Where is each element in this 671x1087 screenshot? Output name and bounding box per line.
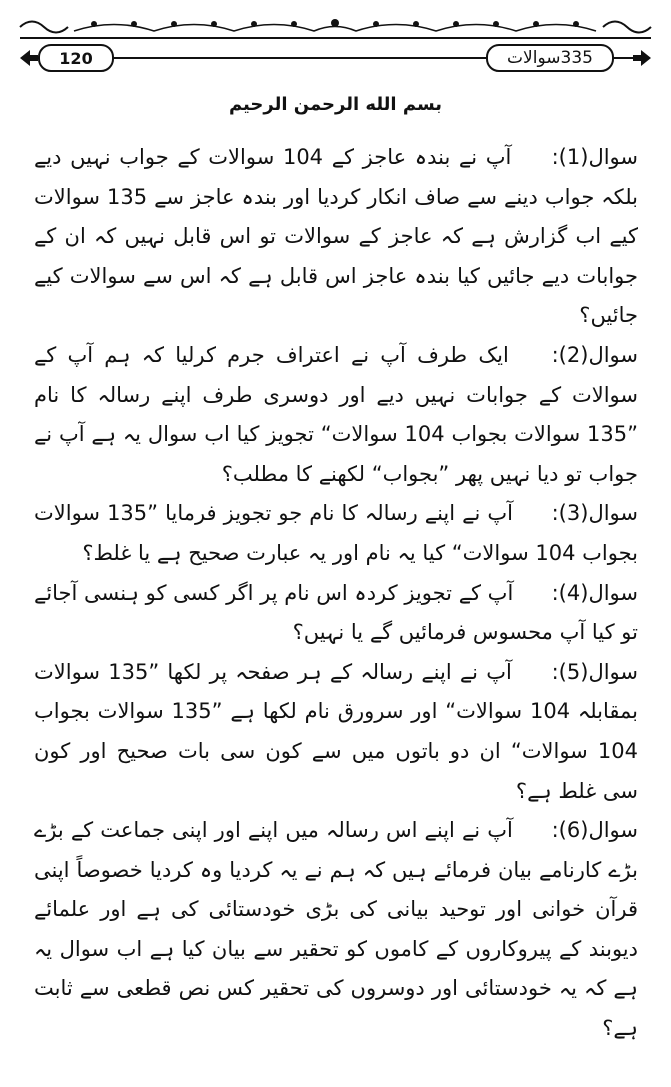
question-text: آپ نے اپنے رسالہ کا نام جو تجویز فرمایا ”135 سوالات بجواب 104 سوالات“ کیا یہ نام اور یہ عبارت صحیح ہے یا غلط؟ (34, 501, 638, 565)
page-number (38, 44, 114, 72)
book-title (486, 44, 614, 72)
question-text: آپ نے اپنے رسالہ کے ہر صفحہ پر لکھا ”135 سوالات بمقابلہ 104 سوالات“ اور سرورق نام لکھا ہے ”135 سوالات بجواب 104 سوالات“ ان دو باتوں میں سے کون سی بات صحیح اور کون سی غلط ہے؟ (34, 659, 638, 803)
question-text: آپ نے بندہ عاجز کے 104 سوالات کے جواب نہیں دیے بلکہ جواب دینے سے صاف انکار کردیا اور بندہ عاجز سے 135 سوالات کیے اب گزارش ہے کہ عاجز کے سوالات تو اس قابل نہیں کہ ان کے جوابات دیے جائیں کیا بندہ عاجز اس قابل ہے کہ اس سے سوالات کیے جائیں؟ (34, 145, 638, 328)
question-5 (34, 653, 638, 811)
question-label: سوال(3): (551, 501, 638, 526)
question-label: سوال(1): (551, 145, 638, 169)
question-text: ایک طرف آپ نے اعتراف جرم کرلیا کہ ہم آپ کے سوالات کے جوابات نہیں دیے اور دوسری طرف اپنے رسالہ کا نام ”135 سوالات بجواب 104 سوالات“ تجویز کیا اب سوال یہ ہے آپ نے جواب تو دیا نہیں پھر ”بجواب“ لکھنے کا مطلب؟ (34, 342, 638, 486)
question-3 (34, 494, 638, 573)
question-text: آپ نے اپنے اس رسالہ میں اپنے اور اپنی جماعت کے بڑے بڑے کارنامے بیان فرمائے ہیں کہ ہم نے یہ کردیا وہ کردیا خصوصاً اپنی قرآن خوانی اور توحید بیانی کی بڑی خودستائی کی ہے اور علمائے دیوبند کے پیروکاروں کے کاموں کو تحقیر سے بیان کیا ہے اب سوال یہ ہے کہ یہ خودستائی اور دوسروں کی تحقیر کس نص قطعی سے ثابت ہے؟ (34, 818, 638, 1041)
question-label: سوال(6): (551, 818, 638, 843)
question-2 (34, 336, 638, 494)
arrow-ornament-left-icon (18, 47, 40, 69)
question-label: سوال(4): (551, 580, 638, 605)
question-1 (34, 138, 638, 336)
question-list (34, 138, 638, 1049)
question-4 (34, 574, 638, 653)
bismillah-heading: بسم الله الرحمن الرحیم (228, 94, 443, 115)
arrow-ornament-right-icon (631, 47, 653, 69)
question-label: سوال(5): (551, 659, 638, 684)
decorative-border-ornament (14, 14, 657, 40)
book-title-text: 335سوالات (507, 48, 593, 68)
question-text: آپ کے تجویز کردہ اس نام پر اگر کسی کو ہنسی آجائے تو کیا آپ محسوس فرمائیں گے یا نہیں؟ (34, 580, 638, 645)
page-number-text: 120 (59, 48, 93, 68)
question-label: سوال(2): (551, 342, 638, 367)
question-6 (34, 811, 638, 1049)
